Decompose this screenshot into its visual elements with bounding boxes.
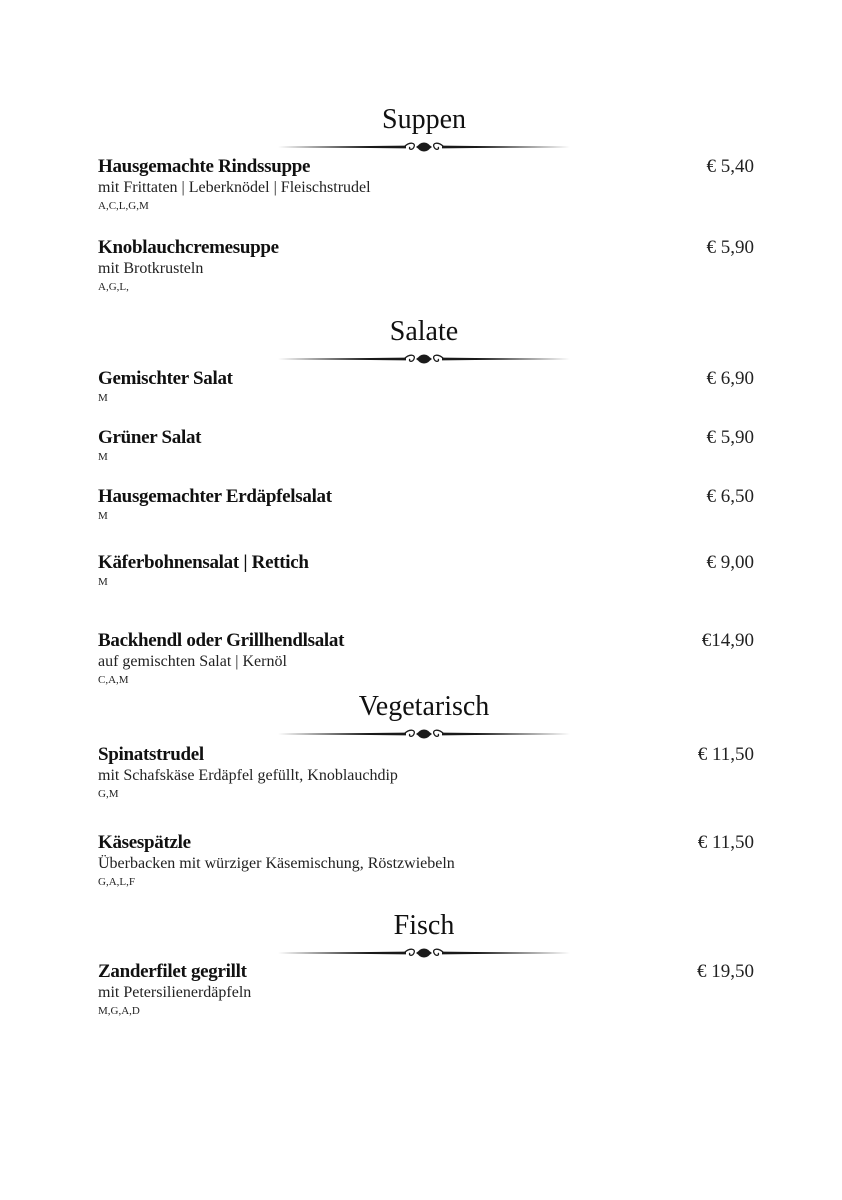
item-name: Knoblauchcremesuppe — [98, 237, 279, 258]
item-price: €14,90 — [701, 630, 754, 651]
item-description: mit Frittaten | Leberknödel | Fleischstrudel — [98, 179, 371, 196]
item-allergens: G,A,L,F — [98, 876, 135, 888]
flourish-divider-icon — [278, 946, 570, 960]
item-allergens: C,A,M — [98, 674, 129, 686]
section-heading-fisch — [278, 910, 570, 960]
section-heading-salate — [278, 316, 570, 366]
item-price: € 6,90 — [706, 368, 754, 389]
section-heading-suppen — [278, 104, 570, 154]
item-price: € 5,40 — [706, 156, 754, 177]
item-name: Hausgemachte Rindssuppe — [98, 156, 311, 177]
item-allergens: G,M — [98, 788, 119, 800]
item-price: € 5,90 — [706, 427, 754, 448]
section-title: Vegetarisch — [358, 691, 490, 722]
flourish-divider-icon — [278, 727, 570, 741]
menu-item — [98, 486, 754, 524]
item-description: Überbacken mit würziger Käsemischung, Röstzwiebeln — [98, 855, 455, 872]
item-description: mit Petersilienerdäpfeln — [98, 984, 252, 1001]
section-title: Salate — [389, 316, 459, 347]
item-name: Käferbohnensalat | Rettich — [98, 552, 309, 573]
item-price: € 9,00 — [706, 552, 754, 573]
item-allergens: A,C,L,G,M — [98, 200, 149, 212]
menu-item — [98, 237, 754, 295]
item-allergens: M,G,A,D — [98, 1005, 140, 1017]
item-description: mit Schafskäse Erdäpfel gefüllt, Knoblauchdip — [98, 767, 398, 784]
item-price: € 5,90 — [706, 237, 754, 258]
section-title: Fisch — [393, 910, 455, 941]
menu-item — [98, 427, 754, 465]
item-allergens: A,G,L, — [98, 281, 129, 293]
item-description: mit Brotkrusteln — [98, 260, 204, 277]
menu-item — [98, 832, 754, 890]
item-name: Grüner Salat — [98, 427, 202, 448]
item-price: € 19,50 — [697, 961, 754, 982]
item-allergens: M — [98, 451, 108, 463]
item-name: Hausgemachter Erdäpfelsalat — [98, 486, 332, 507]
item-name: Spinatstrudel — [98, 744, 204, 765]
menu-item — [98, 156, 754, 214]
item-name: Zanderfilet gegrillt — [98, 961, 247, 982]
item-allergens: M — [98, 510, 108, 522]
section-heading-vegetarisch — [278, 691, 570, 741]
item-name: Gemischter Salat — [98, 368, 233, 389]
menu-item — [98, 552, 754, 590]
menu-item — [98, 961, 754, 1019]
item-allergens: M — [98, 576, 108, 588]
item-price: € 6,50 — [706, 486, 754, 507]
item-description: auf gemischten Salat | Kernöl — [98, 653, 287, 670]
menu-item — [98, 630, 754, 688]
menu-item — [98, 368, 754, 406]
item-allergens: M — [98, 392, 108, 404]
item-name: Backhendl oder Grillhendlsalat — [98, 630, 345, 651]
menu-item — [98, 744, 754, 802]
item-price: € 11,50 — [697, 832, 754, 853]
flourish-divider-icon — [278, 352, 570, 366]
item-name: Käsespätzle — [98, 832, 191, 853]
flourish-divider-icon — [278, 140, 570, 154]
section-title: Suppen — [382, 104, 466, 135]
item-price: € 11,50 — [697, 744, 754, 765]
